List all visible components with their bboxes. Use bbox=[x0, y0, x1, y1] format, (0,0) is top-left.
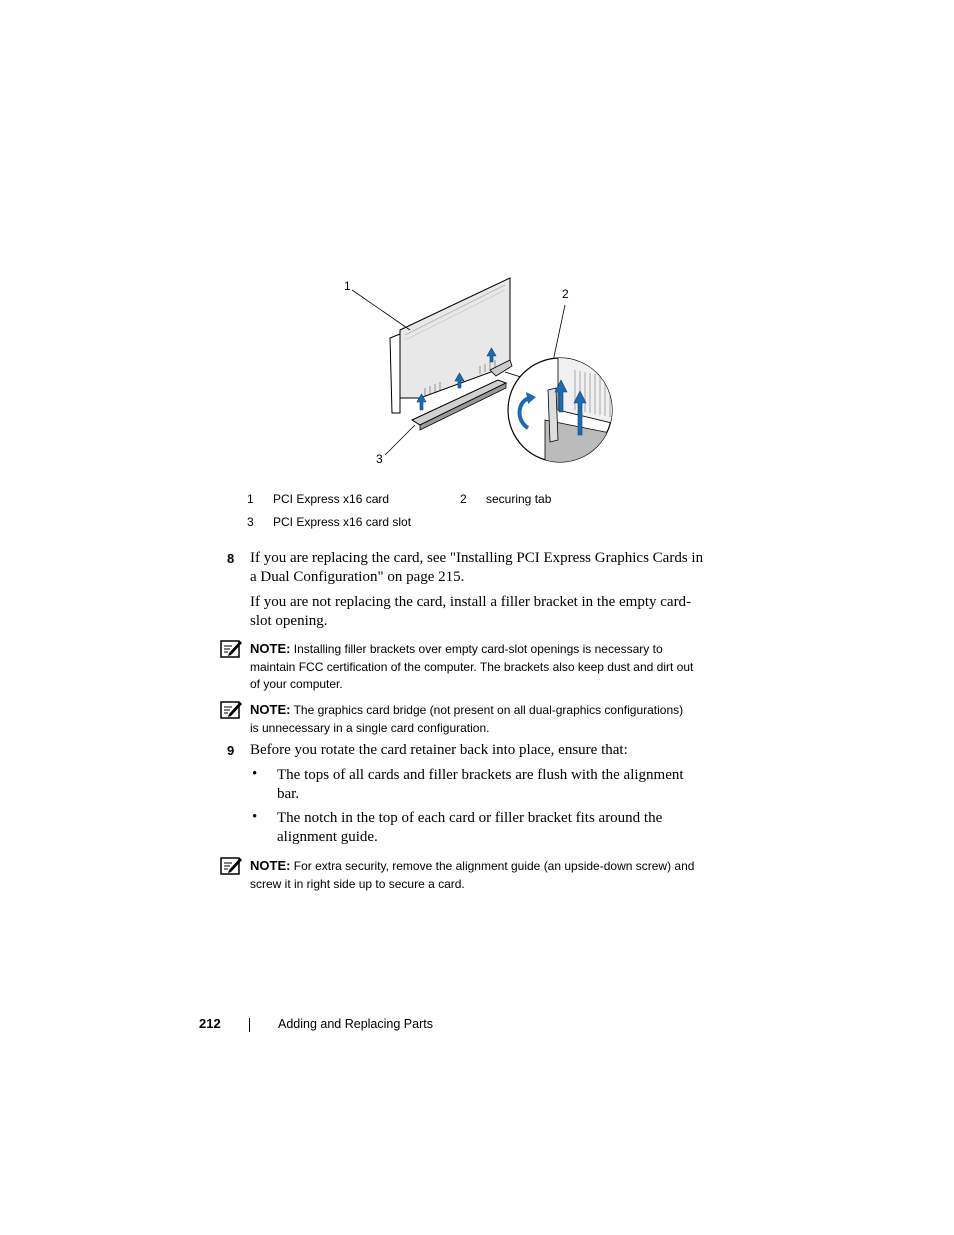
text-line: a Dual Configuration" on page 215. bbox=[250, 569, 465, 585]
note-2 bbox=[250, 701, 683, 737]
legend-num-1: 1 bbox=[247, 492, 254, 506]
step-number-8: 8 bbox=[227, 551, 235, 566]
bullet-marker: • bbox=[252, 809, 258, 825]
text-line: The graphics card bridge (not present on all dual-graphics configurations) bbox=[293, 703, 684, 717]
note-3 bbox=[250, 857, 694, 893]
bullet-item-1 bbox=[277, 766, 684, 804]
text-line: alignment guide. bbox=[277, 829, 378, 845]
bullet-marker: • bbox=[252, 766, 258, 782]
legend-num-2: 2 bbox=[460, 492, 467, 506]
step-number-9: 9 bbox=[227, 743, 235, 758]
legend-num-3: 3 bbox=[247, 515, 254, 529]
step-8-text bbox=[250, 549, 703, 587]
text-line: bar. bbox=[277, 786, 300, 802]
callout-1: 1 bbox=[344, 279, 351, 293]
text-line: maintain FCC certification of the computer. The brackets also keep dust and dirt out bbox=[250, 659, 694, 674]
callout-2: 2 bbox=[562, 287, 569, 301]
note-pencil-icon bbox=[220, 640, 242, 658]
text-line: is unnecessary in a single card configuration. bbox=[250, 720, 490, 735]
note-label: NOTE: bbox=[250, 702, 291, 717]
card-bracket bbox=[390, 334, 400, 413]
step-8-paragraph-2 bbox=[250, 593, 691, 631]
step-9-text: Before you rotate the card retainer back into place, ensure that: bbox=[250, 742, 628, 758]
bullet-item-2 bbox=[277, 809, 662, 847]
text-line: If you are replacing the card, see "Installing PCI Express Graphics Cards in bbox=[250, 550, 704, 566]
text-line: The notch in the top of each card or filler bracket fits around the bbox=[277, 810, 663, 826]
footer-section-title: Adding and Replacing Parts bbox=[278, 1017, 433, 1031]
page-number: 212 bbox=[199, 1016, 221, 1031]
text-line: If you are not replacing the card, install a filler bracket in the empty card- bbox=[250, 594, 692, 610]
note-label: NOTE: bbox=[250, 641, 291, 656]
legend-label-1: PCI Express x16 card bbox=[273, 492, 390, 506]
legend-label-3: PCI Express x16 card slot bbox=[273, 515, 412, 529]
note-1 bbox=[250, 640, 693, 694]
text-line: The tops of all cards and filler brackets are flush with the alignment bbox=[277, 767, 684, 783]
text-line: Installing filler brackets over empty card-slot openings is necessary to bbox=[293, 642, 663, 656]
legend-label-2: securing tab bbox=[486, 492, 552, 506]
note-pencil-icon bbox=[220, 701, 242, 719]
footer-divider bbox=[249, 1018, 250, 1032]
text-line: slot opening. bbox=[250, 613, 328, 629]
text-line: screw it in right side up to secure a card. bbox=[250, 876, 465, 891]
pci-card-illustration bbox=[330, 270, 630, 470]
note-label: NOTE: bbox=[250, 858, 291, 873]
note-pencil-icon bbox=[220, 857, 242, 875]
callout-3: 3 bbox=[376, 452, 383, 466]
text-line: of your computer. bbox=[250, 677, 343, 691]
text-line: For extra security, remove the alignment guide (an upside-down screw) and bbox=[293, 859, 695, 873]
